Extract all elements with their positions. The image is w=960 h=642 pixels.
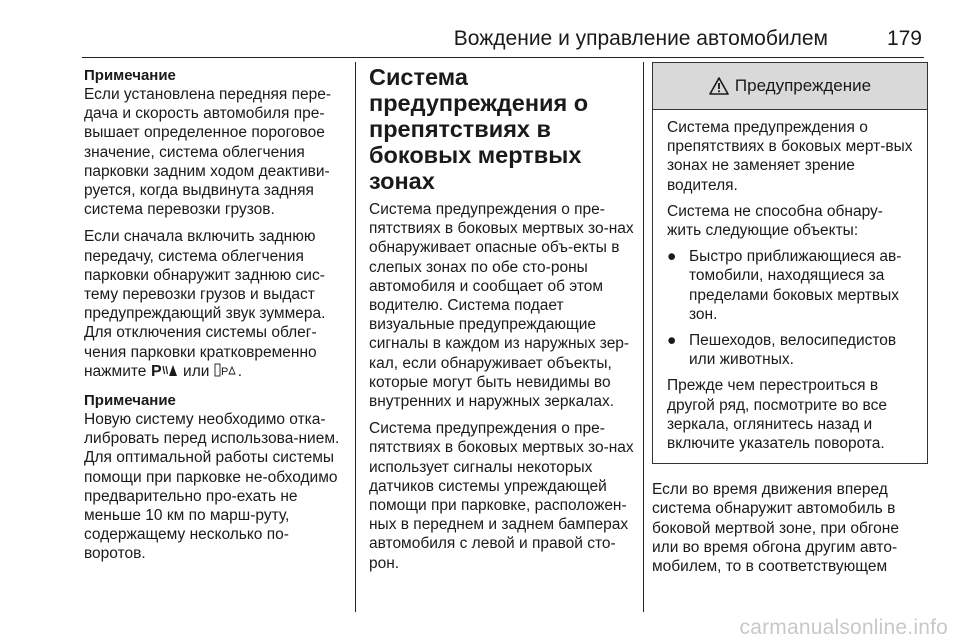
warning-text: Система предупреждения о препятствиях в боковых мерт-вых зонах не заменяет зрение водителя. [667, 119, 913, 194]
page-number: 179 [886, 27, 922, 50]
column-divider-2 [643, 62, 644, 612]
parking-assist-icon [151, 362, 179, 383]
list-item-text: Быстро приближающиеся ав-томобили, находящиеся за пределами боковых мертвых зон. [689, 248, 902, 323]
paragraph: Система предупреждения о пре-пятствиях в боковых мертвых зо-нах обнаруживает опасные объ-екты в слепых зонах по обе сто-роны автомобиля и сообщает об этом водителю. Система подает визуальные предупреждающие сигналы в каждом из наружных зер-кал, если обнаруживает объекты, которые могут быть невидимы во внутренних и наружных зеркалах. [369, 201, 634, 411]
section-title: Система предупреждения о препятствиях в боковых мертвых зонах [369, 64, 589, 194]
svg-text:P: P [150, 362, 162, 378]
column-divider-1 [355, 62, 356, 612]
page-header [0, 0, 960, 58]
warning-text: Прежде чем перестроиться в другой ряд, посмотрите во все зеркала, оглянитесь назад и включите указатель поворота. [667, 377, 887, 453]
warning-body [653, 110, 927, 463]
warning-title: Предупреждение [734, 76, 872, 95]
paragraph-text: Если сначала включить заднюю передачу, система облегчения парковки обнаружит заднюю сис-тему перевозки грузов и выдаст предупреждающий звук зуммера. Для отключения системы облег-чения парковки кратковременно нажмите [84, 228, 326, 380]
warning-triangle-icon [709, 77, 729, 95]
header-title: Вождение и управление автомобилем [453, 27, 828, 50]
list-item [667, 331, 915, 369]
svg-text:P: P [220, 365, 229, 378]
list-item-text: Пешеходов, велосипедистов или животных. [689, 332, 897, 369]
column-right [652, 62, 928, 584]
paragraph: Система предупреждения о пре-пятствиях в боковых мертвых зо-нах использует сигналы некоторых датчиков системы упреждающей помощи при парковке, расположен-ных в переднем и заднем бамперах автомобиля с левой и правой сто-рон. [369, 420, 634, 572]
note-title: Примечание [84, 392, 176, 410]
warning-box [652, 62, 928, 464]
warning-text: Система не способна обнару-жить следующие объекты: [667, 202, 883, 240]
list-item [667, 247, 915, 324]
paragraph [84, 227, 344, 383]
column-middle [369, 62, 635, 581]
paragraph-end: . [237, 362, 243, 380]
watermark: carmanualsonline.info [739, 616, 948, 639]
bullet-icon: ● [667, 332, 677, 350]
warning-header [653, 63, 927, 110]
bullet-icon: ● [667, 248, 677, 266]
paragraph-or: или [183, 362, 210, 380]
note-title: Примечание [84, 67, 176, 84]
note-text: Если установлена передняя пере-дача и скорость автомобиля пре-вышает определенное пороговое значение, система облегчения парковки задним ходом деактиви-руется, когда выдвинута задняя система перевозки грузов. [84, 86, 332, 219]
header-divider [82, 57, 924, 58]
paragraph: Если во время движения вперед система обнаружит автомобиль в боковой мертвой зоне, при обгоне или во время обгона другим авто-мобилем, то в соответствующем [652, 481, 899, 576]
column-left [84, 62, 344, 572]
note-text: Новую систему необходимо отка-либровать перед использова-нием. Для оптимальной работы системы помощи при парковке не-обходимо предварительно про-ехать не меньше 10 км по марш-руту, содержащему несколько по-воротов. [84, 411, 340, 563]
parking-assist-off-icon [214, 362, 238, 383]
